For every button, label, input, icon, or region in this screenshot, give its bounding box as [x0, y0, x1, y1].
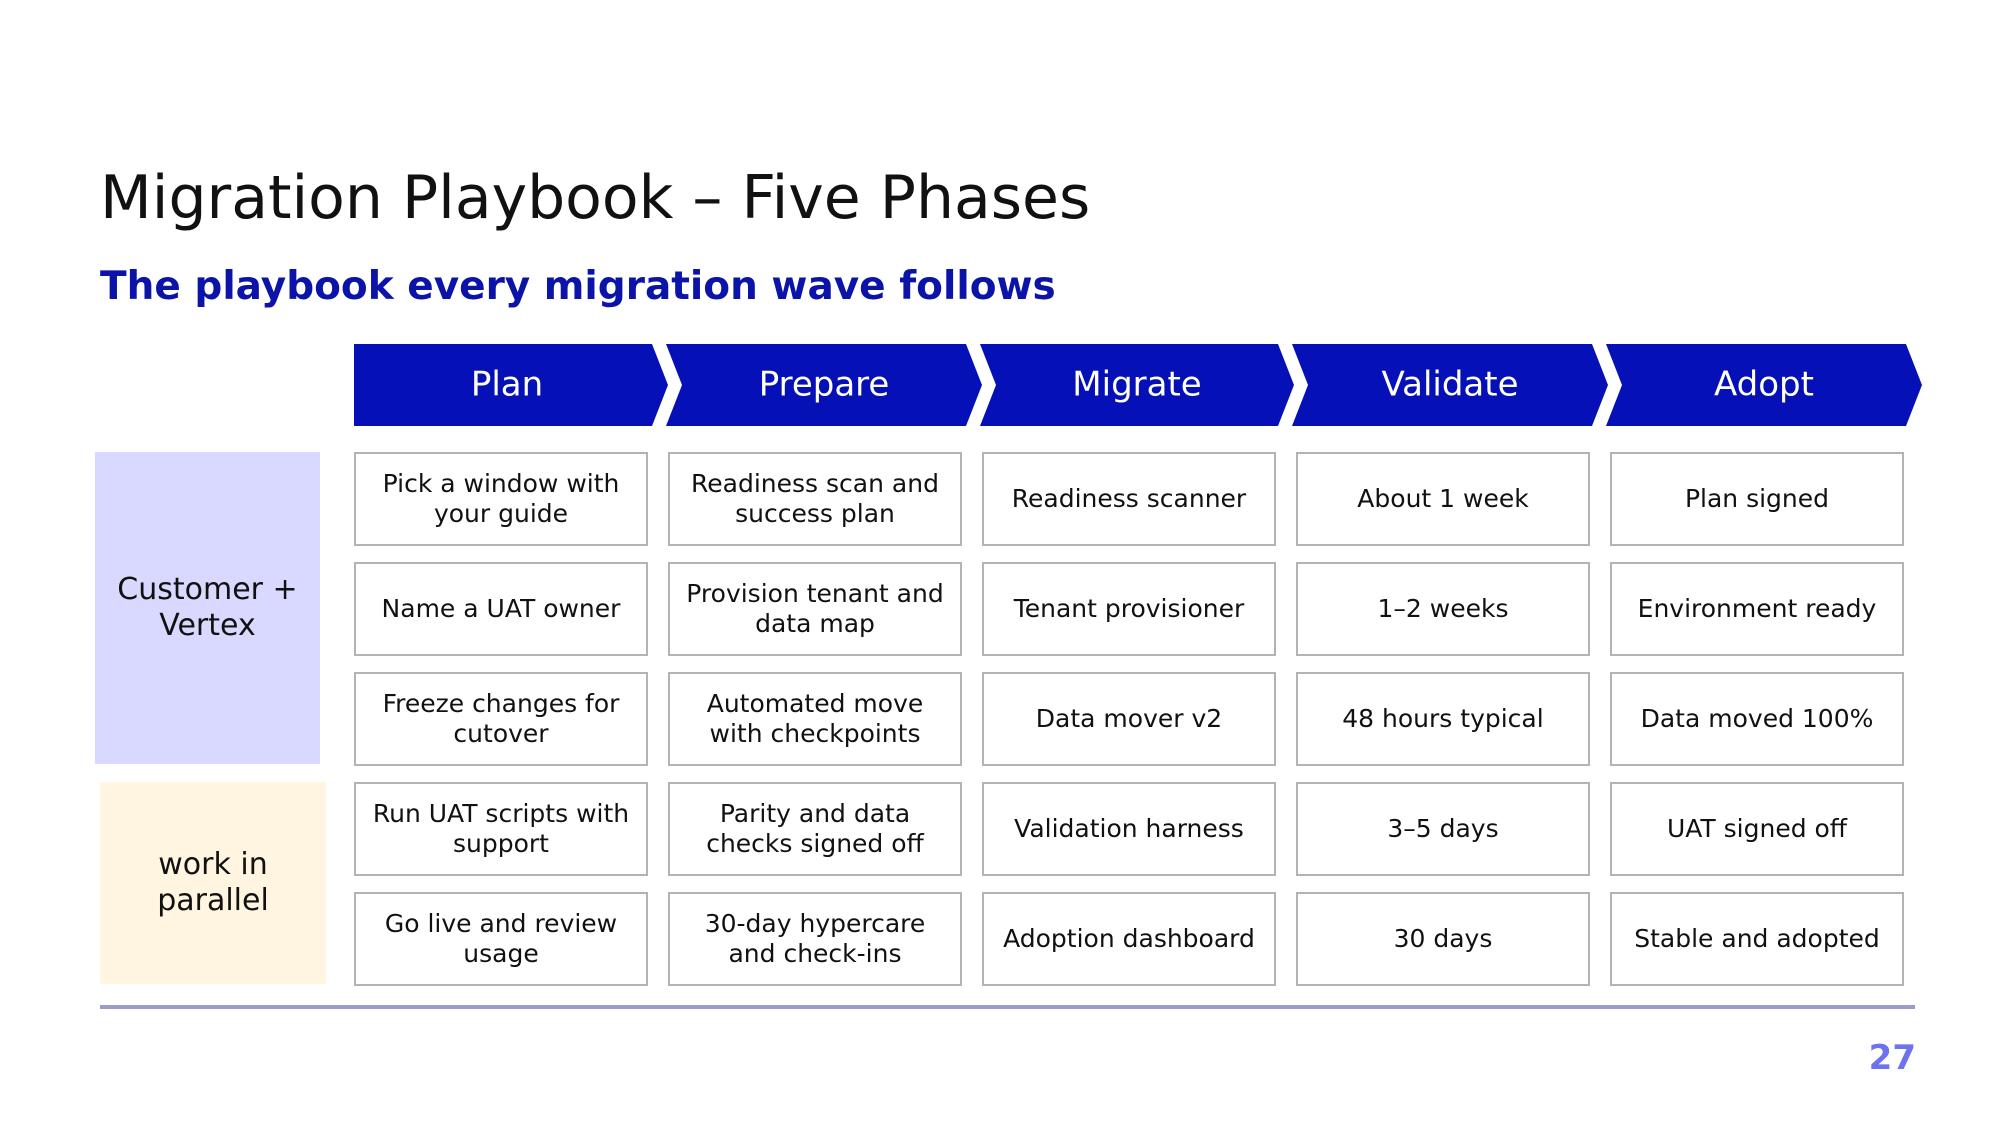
- grid-cell: 30-day hypercare and check-ins: [668, 892, 962, 986]
- phase-label-plan: Plan: [470, 364, 544, 405]
- grid-cell: Automated move with checkpoints: [668, 672, 962, 766]
- grid-cell: Go live and review usage: [354, 892, 648, 986]
- grid-cell: Readiness scanner: [982, 452, 1276, 546]
- grid-cell: 30 days: [1296, 892, 1590, 986]
- grid-cell: Data mover v2: [982, 672, 1276, 766]
- grid-cell: Run UAT scripts with support: [354, 782, 648, 876]
- phase-label-migrate: Migrate: [1072, 364, 1202, 405]
- grid-cell: UAT signed off: [1610, 782, 1904, 876]
- grid-cell: Provision tenant and data map: [668, 562, 962, 656]
- row-group-work-in-parallel: [100, 782, 326, 984]
- phase-chevron-plan: [354, 344, 668, 426]
- phase-chevron-adopt: [1606, 344, 1922, 426]
- grid-cell: Name a UAT owner: [354, 562, 648, 656]
- phase-chevron-prepare: [666, 344, 982, 426]
- phase-task-grid: [354, 452, 1904, 986]
- grid-cell: Tenant provisioner: [982, 562, 1276, 656]
- row-group-label: Customer + Vertex: [117, 572, 298, 643]
- grid-cell: Environment ready: [1610, 562, 1904, 656]
- grid-cell: Adoption dashboard: [982, 892, 1276, 986]
- grid-cell: Plan signed: [1610, 452, 1904, 546]
- phase-label-validate: Validate: [1381, 364, 1519, 405]
- grid-cell: Data moved 100%: [1610, 672, 1904, 766]
- phase-chevron-migrate: [980, 344, 1294, 426]
- page-number: 27: [1868, 1038, 1916, 1078]
- grid-cell: About 1 week: [1296, 452, 1590, 546]
- slide-subtitle: The playbook every migration wave follows: [100, 264, 1056, 309]
- grid-cell: Pick a window with your guide: [354, 452, 648, 546]
- phase-label-adopt: Adopt: [1714, 364, 1814, 405]
- phase-label-prepare: Prepare: [758, 364, 890, 405]
- grid-cell: Stable and adopted: [1610, 892, 1904, 986]
- grid-cell: 3–5 days: [1296, 782, 1590, 876]
- row-group-label: work in parallel: [157, 847, 269, 918]
- grid-cell: Freeze changes for cutover: [354, 672, 648, 766]
- row-group-customer-vertex: [95, 452, 320, 764]
- grid-cell: 1–2 weeks: [1296, 562, 1590, 656]
- phase-chevron-validate: [1292, 344, 1608, 426]
- grid-cell: Parity and data checks signed off: [668, 782, 962, 876]
- grid-cell: 48 hours typical: [1296, 672, 1590, 766]
- grid-cell: Readiness scan and success plan: [668, 452, 962, 546]
- slide-title: Migration Playbook – Five Phases: [100, 163, 1091, 234]
- footer-divider: [100, 1005, 1915, 1009]
- grid-cell: Validation harness: [982, 782, 1276, 876]
- phase-chevrons: [350, 340, 1930, 430]
